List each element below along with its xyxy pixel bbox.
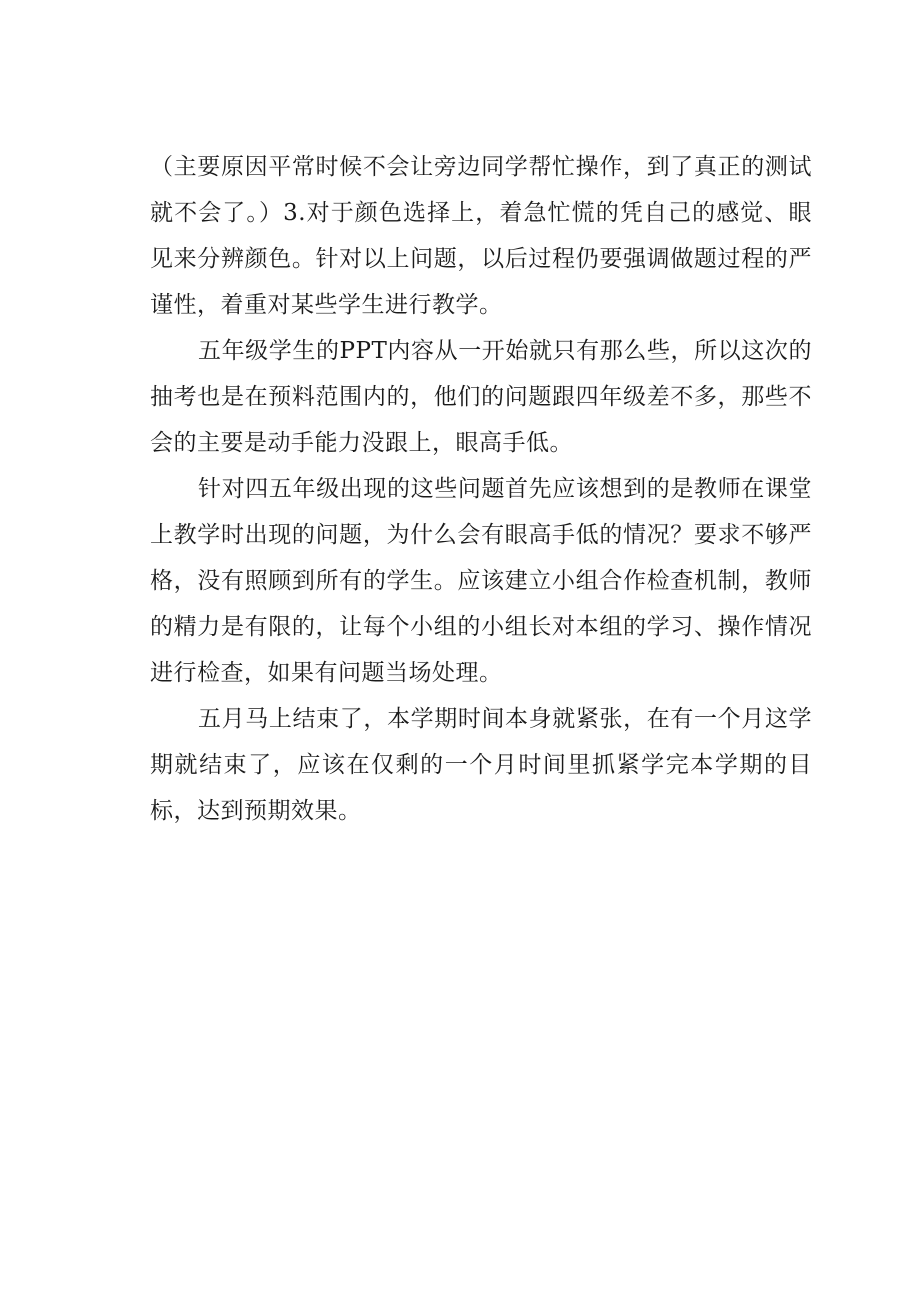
paragraph-4: 五月马上结束了，本学期时间本身就紧张，在有一个月这学期就结束了，应该在仅剩的一个月时间里抓紧学完本学期的目标，达到预期效果。 (150, 706, 812, 824)
paragraph-3: 针对四五年级出现的这些问题首先应该想到的是教师在课堂上教学时出现的问题，为什么会有眼高手低的情况？要求不够严格，没有照顾到所有的学生。应该建立小组合作检查机制，教师的精力是有限的，让每个小组的小组长对本组的学习、操作情况进行检查，如果有问题当场处理。 (150, 476, 812, 686)
paragraph-1: （主要原因平常时候不会让旁边同学帮忙操作，到了真正的测试就不会了。）3.对于颜色选择上，着急忙慌的凭自己的感觉、眼见来分辨颜色。针对以上问题，以后过程仍要强调做题过程的严谨性，着重对某些学生进行教学。 (150, 154, 812, 318)
paragraph-2: 五年级学生的PPT内容从一开始就只有那么些，所以这次的抽考也是在预料范围内的，他们的问题跟四年级差不多，那些不会的主要是动手能力没跟上，眼高手低。 (150, 338, 812, 456)
document-body (150, 144, 812, 834)
